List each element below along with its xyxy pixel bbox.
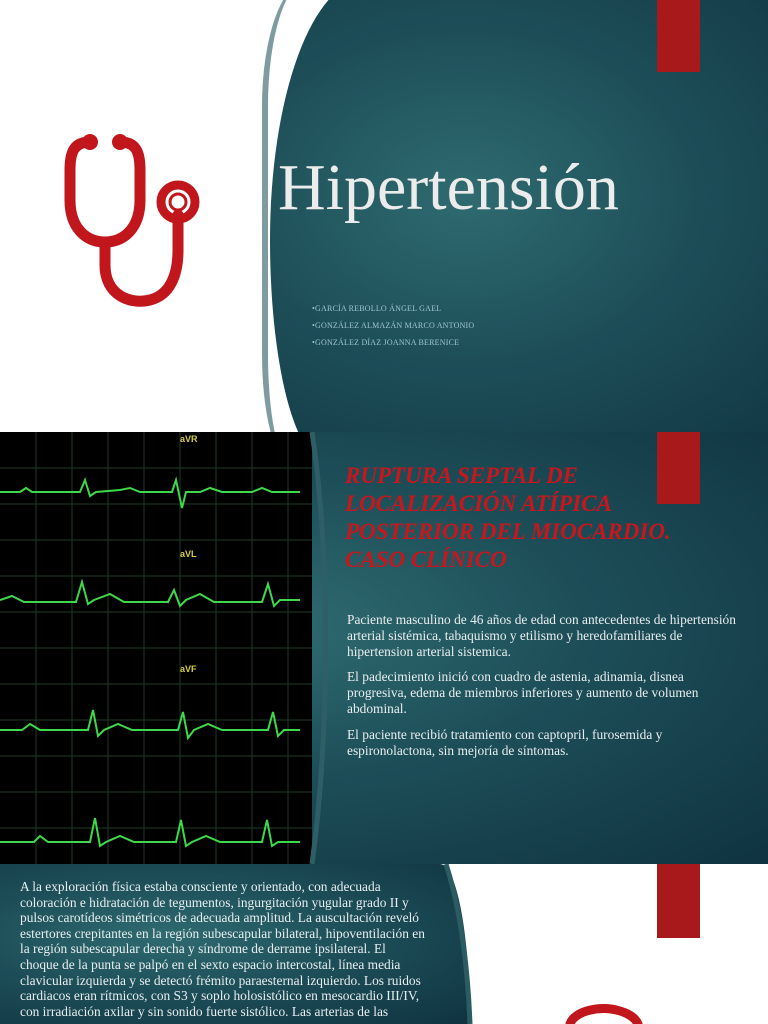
- ecg-lead-avr: aVR: [180, 434, 198, 444]
- author-3: •GONZÁLEZ DÍAZ JOANNA BERENICE: [312, 338, 460, 347]
- slide-curve-accent: [440, 864, 480, 1024]
- slide-title: [0, 0, 768, 432]
- exploration-text: A la exploración física estaba consciente y orientado, con adecuada coloración e hidratación de tegumentos, ingurgitación yugular grado II y pulsos carotídeos simétricos de adecuada amplitud. La auscultación reveló estertores crepitantes en la región subescapular bilateral, hipoventilación en la región subescapular derecha y síndrome de derrame ipsilateral. El choque de la punta se palpó en el sexto espacio intercostal, línea media clavicular izquierda y se detectó frémito paraesternal izquierdo. Los ruidos cardiacos eran rítmicos, con S3 y soplo holosistólico en mesocardio III/IV, con irradiación axilar y sin sonido fuerte sistólico. Las arterias de las: [20, 879, 425, 1019]
- slide-exploration: [0, 864, 768, 1024]
- presentation-title: Hipertensión: [278, 151, 619, 224]
- case-paragraph-2: El padecimiento inició con cuadro de astenia, adinamia, disnea progresiva, edema de miembros inferiores y aumento de volumen abdominal.: [347, 669, 699, 716]
- red-accent-bar: [657, 864, 700, 938]
- author-1: •GARCÍA REBOLLO ÁNGEL GAEL: [312, 304, 442, 313]
- stethoscope-icon: [560, 999, 650, 1024]
- author-2: •GONZÁLEZ ALMAZÁN MARCO ANTONIO: [312, 321, 475, 330]
- case-paragraph-1: Paciente masculino de 46 años de edad con antecedentes de hipertensión arterial sistémica, tabaquismo y etilismo y heredofamiliares de hipertension arterial sistemica.: [347, 612, 736, 659]
- ecg-image: [0, 432, 312, 864]
- stethoscope-icon: [60, 130, 210, 315]
- case-title: RUPTURA SEPTAL DE LOCALIZACIÓN ATÍPICA POSTERIOR DEL MIOCARDIO. CASO CLÍNICO: [345, 463, 671, 572]
- case-paragraph-3: El paciente recibió tratamiento con captopril, furosemida y espironolactona, sin mejoría de síntomas.: [347, 727, 663, 758]
- ecg-lead-avf: aVF: [180, 664, 197, 674]
- slide-curve-accent: [300, 432, 340, 864]
- ecg-lead-avl: aVL: [180, 549, 197, 559]
- red-accent-bar: [657, 0, 700, 72]
